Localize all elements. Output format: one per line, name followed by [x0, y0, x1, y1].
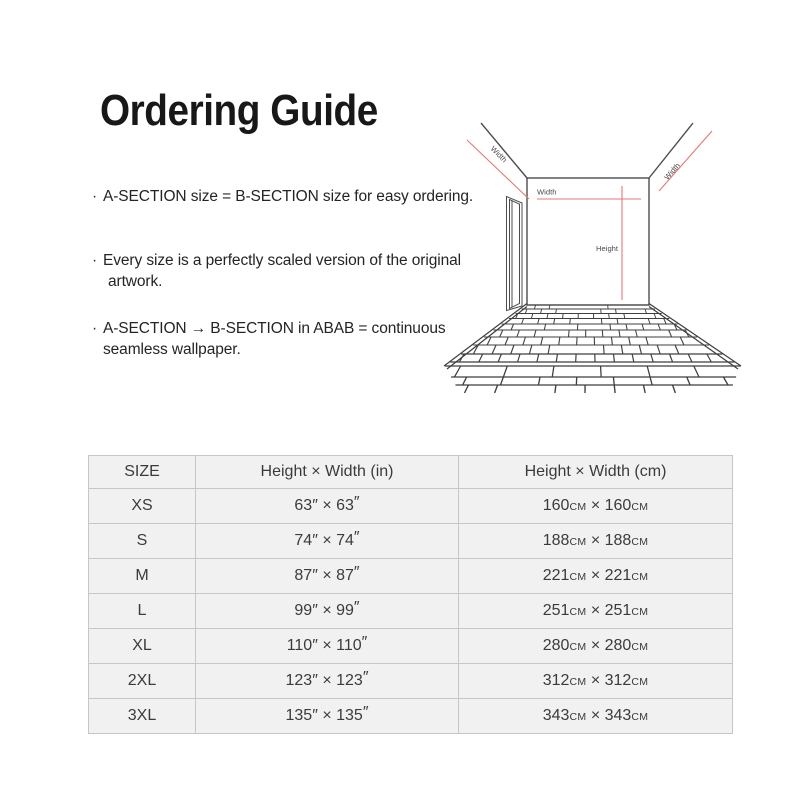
cm-value: 343	[542, 707, 570, 724]
width-wall-label: Width	[537, 187, 557, 197]
inches-cell	[196, 629, 459, 664]
table-row	[89, 489, 733, 524]
table-row	[89, 524, 733, 559]
cm-value: 280	[542, 637, 570, 654]
inch-mark: ″	[362, 704, 369, 721]
multiply-sign: ×	[586, 567, 605, 584]
wall-lines	[481, 123, 693, 305]
size-label: L	[137, 602, 147, 619]
inch-mark: ″	[312, 637, 318, 654]
cm-unit-label: CM	[569, 641, 587, 653]
multiply-sign: ×	[586, 532, 605, 549]
inch-mark: ″	[312, 497, 318, 514]
cm-unit-label: CM	[569, 606, 587, 618]
inch-value: 99	[294, 602, 313, 619]
cm-unit-label: CM	[569, 571, 587, 583]
cm-value: 221	[604, 567, 632, 584]
inch-value: 135	[285, 707, 313, 724]
cm-cell	[459, 489, 733, 524]
inch-mark: ″	[312, 672, 318, 689]
bullet-text	[103, 250, 461, 292]
inches-cell	[196, 594, 459, 629]
multiply-sign: ×	[317, 637, 337, 654]
cm-unit-label: CM	[631, 536, 649, 548]
room-illustration	[430, 95, 750, 405]
inches-cell	[196, 524, 459, 559]
multiply-sign: ×	[586, 637, 605, 654]
multiply-sign: ×	[586, 707, 605, 724]
cm-value: 312	[604, 672, 632, 689]
size-table	[88, 455, 733, 734]
cm-cell	[459, 664, 733, 699]
size-cell	[89, 629, 196, 664]
inches-cell	[196, 559, 459, 594]
inch-value: 74	[336, 532, 354, 549]
bullet-line: Every size is a perfectly scaled version of the original	[103, 252, 461, 269]
cm-value: 160	[604, 497, 632, 514]
cm-unit-label: CM	[631, 501, 649, 513]
size-column-header: SIZE	[89, 456, 196, 489]
cm-cell	[459, 629, 733, 664]
inch-mark: ″	[353, 494, 360, 511]
size-cell	[89, 594, 196, 629]
inch-value: 110	[286, 637, 313, 654]
inch-value: 110	[336, 637, 362, 654]
size-cell	[89, 559, 196, 594]
size-cell	[89, 489, 196, 524]
cm-unit-label: CM	[631, 641, 649, 653]
bullet-item	[92, 318, 446, 360]
table-row	[89, 559, 733, 594]
bullet-text	[103, 318, 446, 360]
multiply-sign: ×	[317, 567, 337, 584]
cm-unit-label: CM	[569, 501, 587, 513]
bullet-text	[103, 186, 473, 207]
multiply-sign: ×	[317, 707, 337, 724]
door	[507, 197, 523, 311]
inches-column-header: Height × Width (in)	[196, 456, 459, 489]
inch-mark: ″	[312, 602, 318, 619]
height-wall-label: Height	[596, 244, 618, 253]
multiply-sign: ×	[586, 672, 605, 689]
size-cell	[89, 524, 196, 559]
cm-unit-label: CM	[631, 606, 649, 618]
inch-mark: ″	[353, 599, 360, 616]
size-label: 2XL	[127, 672, 157, 689]
inch-value: 87	[294, 567, 313, 584]
multiply-sign: ×	[317, 497, 337, 514]
multiply-sign: ×	[317, 602, 337, 619]
multiply-sign: ×	[586, 497, 605, 514]
cm-cell	[459, 699, 733, 734]
cm-value: 312	[542, 672, 570, 689]
table-row	[89, 594, 733, 629]
cm-value: 221	[542, 567, 570, 584]
bullet-line: A-SECTION size = B-SECTION size for easy ordering.	[103, 188, 474, 205]
cm-value: 251	[604, 602, 632, 619]
size-label: XL	[132, 637, 152, 654]
bullet-line: artwork.	[108, 273, 163, 290]
cm-unit-label: CM	[631, 571, 649, 583]
inches-cell	[196, 489, 459, 524]
cm-value: 251	[542, 602, 570, 619]
inch-value: 63	[294, 497, 313, 514]
cm-value: 188	[542, 532, 570, 549]
cm-value: 160	[542, 497, 570, 514]
cm-value: 343	[604, 707, 632, 724]
bullet-item	[92, 186, 473, 207]
cm-column-header: Height × Width (cm)	[459, 456, 733, 489]
inch-value: 135	[336, 707, 363, 724]
inch-value: 87	[336, 567, 354, 584]
bullet-dot: ·	[92, 320, 98, 337]
table-row	[89, 664, 733, 699]
cm-cell	[459, 524, 733, 559]
inch-value: 123	[285, 672, 313, 689]
inch-mark: ″	[312, 567, 318, 584]
page-title: Ordering Guide	[100, 86, 378, 135]
inch-value: 74	[294, 532, 313, 549]
cm-cell	[459, 559, 733, 594]
multiply-sign: ×	[586, 602, 605, 619]
bullet-dot: ·	[92, 188, 98, 205]
size-cell	[89, 699, 196, 734]
inch-mark: ″	[353, 529, 360, 546]
table-row	[89, 629, 733, 664]
inches-cell	[196, 664, 459, 699]
bullet-dot: ·	[92, 252, 98, 269]
cm-unit-label: CM	[569, 711, 587, 723]
bullet-line: seamless wallpaper.	[103, 341, 241, 358]
inch-mark: ″	[312, 707, 318, 724]
cm-unit-label: CM	[569, 536, 587, 548]
floor-tiles	[445, 305, 740, 393]
inch-value: 63	[336, 497, 354, 514]
cm-value: 280	[604, 637, 632, 654]
inch-mark: ″	[353, 564, 360, 581]
table-row	[89, 699, 733, 734]
width-left-label: Width	[488, 144, 509, 165]
inch-value: 123	[336, 672, 363, 689]
inches-cell	[196, 699, 459, 734]
inch-mark: ″	[361, 634, 368, 651]
cm-unit-label: CM	[631, 711, 649, 723]
size-label: S	[136, 532, 148, 549]
cm-cell	[459, 594, 733, 629]
size-table-header-row	[89, 456, 733, 489]
size-label: M	[135, 567, 149, 584]
size-label: XS	[131, 497, 153, 514]
bullet-item	[92, 250, 461, 292]
bullet-line: A-SECTION → B-SECTION in ABAB = continuous	[103, 320, 446, 337]
inch-mark: ″	[312, 532, 318, 549]
inch-mark: ″	[362, 669, 369, 686]
cm-unit-label: CM	[569, 676, 587, 688]
inch-value: 99	[336, 602, 354, 619]
cm-unit-label: CM	[631, 676, 649, 688]
multiply-sign: ×	[317, 672, 337, 689]
size-cell	[89, 664, 196, 699]
cm-value: 188	[604, 532, 632, 549]
multiply-sign: ×	[317, 532, 337, 549]
width-right-label: Width	[662, 161, 682, 182]
size-label: 3XL	[127, 707, 157, 724]
